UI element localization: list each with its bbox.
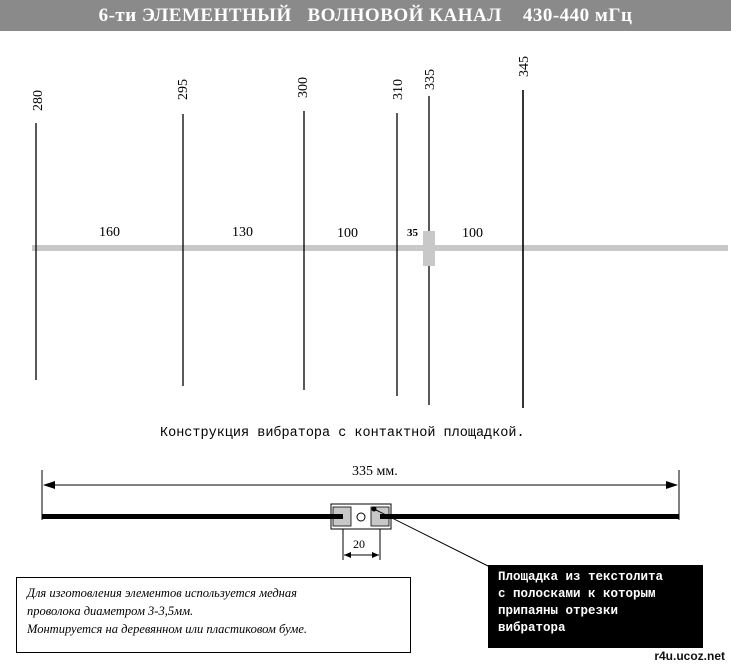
- gap-arrow-left: [344, 552, 351, 558]
- spacing-label: 100: [337, 226, 358, 241]
- note-line: проволока диаметром 3-3,5мм.: [27, 604, 194, 618]
- element-length-label: 300: [296, 77, 311, 98]
- element-length-label: 345: [517, 56, 532, 77]
- dimension-arrow-right: [666, 481, 678, 489]
- gap-arrow-right: [372, 552, 379, 558]
- pad-callout: [488, 565, 703, 648]
- dimension-arrow-left: [43, 481, 55, 489]
- spacing-label: 130: [232, 225, 253, 240]
- spacing-label: 160: [99, 225, 120, 240]
- feed-block: [423, 231, 435, 266]
- callout-line: вибратора: [498, 621, 566, 635]
- callout-line: Площадка из текстолита: [498, 570, 664, 584]
- spacing-label: 35: [407, 227, 418, 239]
- site-watermark: r4u.ucoz.net: [654, 649, 725, 663]
- spacing-label: 100: [462, 226, 483, 241]
- dipole-caption: Конструкция вибратора с контактной площадкой.: [160, 426, 525, 441]
- boom: [32, 245, 728, 251]
- page-title: 6-ти ЭЛЕМЕНТНЫЙ ВОЛНОВОЙ КАНАЛ 430-440 мГц: [98, 5, 633, 26]
- element-length-label: 295: [176, 79, 191, 100]
- callout-line: с полосками к которым: [498, 587, 656, 601]
- dipole-length-label: 335 мм.: [352, 464, 398, 479]
- note-line: Для изготовления элементов используется медная: [27, 586, 297, 600]
- note-line: Монтируется на деревянном или пластиковом буме.: [27, 622, 308, 636]
- mount-hole: [357, 513, 365, 521]
- callout-line: припаяны отрезки: [498, 604, 619, 618]
- gap-label: 20: [353, 537, 365, 551]
- element-length-label: 335: [423, 69, 438, 90]
- element-length-label: 280: [31, 90, 46, 111]
- construction-note: [16, 577, 411, 653]
- element-length-label: 310: [391, 79, 406, 100]
- rod-left-end: [331, 514, 343, 519]
